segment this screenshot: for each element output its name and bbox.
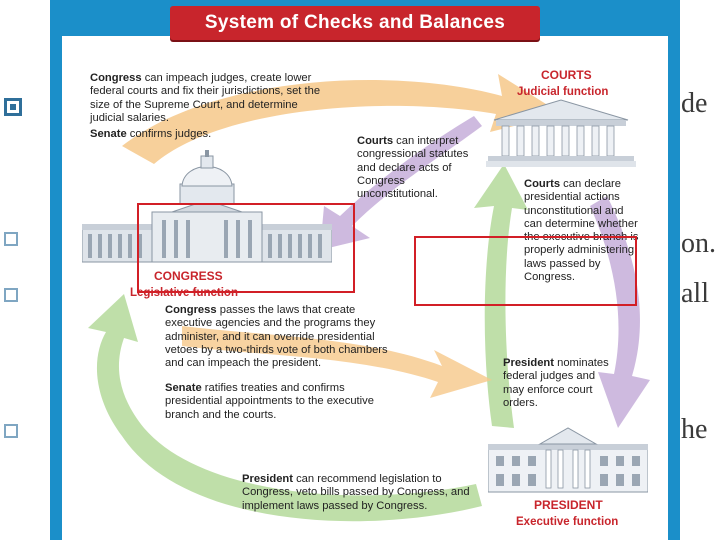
check-text: can interpret congressional statutes and declare acts of Congress unconstitutional. bbox=[357, 135, 469, 201]
check-congress-on-president bbox=[165, 304, 390, 370]
president-branch-name: PRESIDENT bbox=[534, 498, 603, 512]
highlight-box-congress bbox=[137, 203, 355, 293]
white-house-building-icon bbox=[488, 420, 648, 495]
courts-branch-name: COURTS bbox=[541, 68, 592, 82]
check-president-on-courts bbox=[503, 357, 613, 410]
congress-branch-name: CONGRESS bbox=[154, 269, 223, 283]
congress-branch-function: Legislative function bbox=[130, 287, 238, 299]
courts-branch-function: Judicial function bbox=[517, 86, 609, 98]
check-text: passes the laws that create executive agencies and the programs they administer, and it can override presidential vetoes by a two-thirds vote of both chambers and can impeach the president. bbox=[165, 304, 388, 370]
check-subject: Courts bbox=[524, 178, 561, 190]
check-text: can recommend legislation to Congress, veto bills passed by Congress, and implement laws passed by Congress. bbox=[242, 473, 470, 512]
slide-bullet-icon bbox=[4, 232, 18, 246]
check-congress-on-courts bbox=[90, 72, 330, 125]
check-subject: Courts bbox=[357, 135, 394, 147]
president-branch-function: Executive function bbox=[516, 516, 619, 528]
check-subject: Senate bbox=[165, 382, 202, 394]
check-president-on-congress bbox=[242, 473, 474, 513]
slide-bullet-icon bbox=[4, 424, 18, 438]
check-subject: Senate bbox=[90, 128, 127, 140]
slide-text-fragment: he bbox=[681, 414, 708, 445]
check-subject: President bbox=[503, 357, 554, 369]
check-subject: President bbox=[242, 473, 293, 485]
slide-bullet-icon bbox=[4, 288, 18, 302]
slide-text-fragment: all bbox=[681, 278, 709, 309]
slide-text-fragment: on. bbox=[681, 228, 716, 259]
check-subject: Congress bbox=[165, 304, 217, 316]
check-text: ratifies treaties and confirms presidential appointments to the executive branch and the courts. bbox=[165, 382, 374, 421]
check-text: can impeach judges, create lower federal courts and fix their jurisdictions, set the size of the Supreme Court, and determine judicial salaries. bbox=[90, 72, 321, 124]
slide-bullet-icon bbox=[4, 98, 22, 116]
check-text: nominates federal judges and may enforce court orders. bbox=[503, 357, 609, 409]
check-senate-on-courts bbox=[90, 128, 330, 141]
check-text: confirms judges. bbox=[126, 128, 212, 140]
check-subject: Congress bbox=[90, 72, 142, 84]
slide-text-fragment: de bbox=[681, 88, 708, 119]
diagram-title: System of Checks and Balances bbox=[204, 12, 506, 33]
check-senate-on-president bbox=[165, 382, 390, 422]
supreme-court-building-icon bbox=[486, 98, 636, 168]
highlight-box-courts-check bbox=[414, 236, 637, 306]
check-courts-on-congress bbox=[357, 135, 477, 201]
check-text: can declare presidential actions unconstitutional and can determine whether the executive branch is properly administering laws passed by Congress. bbox=[524, 178, 639, 284]
